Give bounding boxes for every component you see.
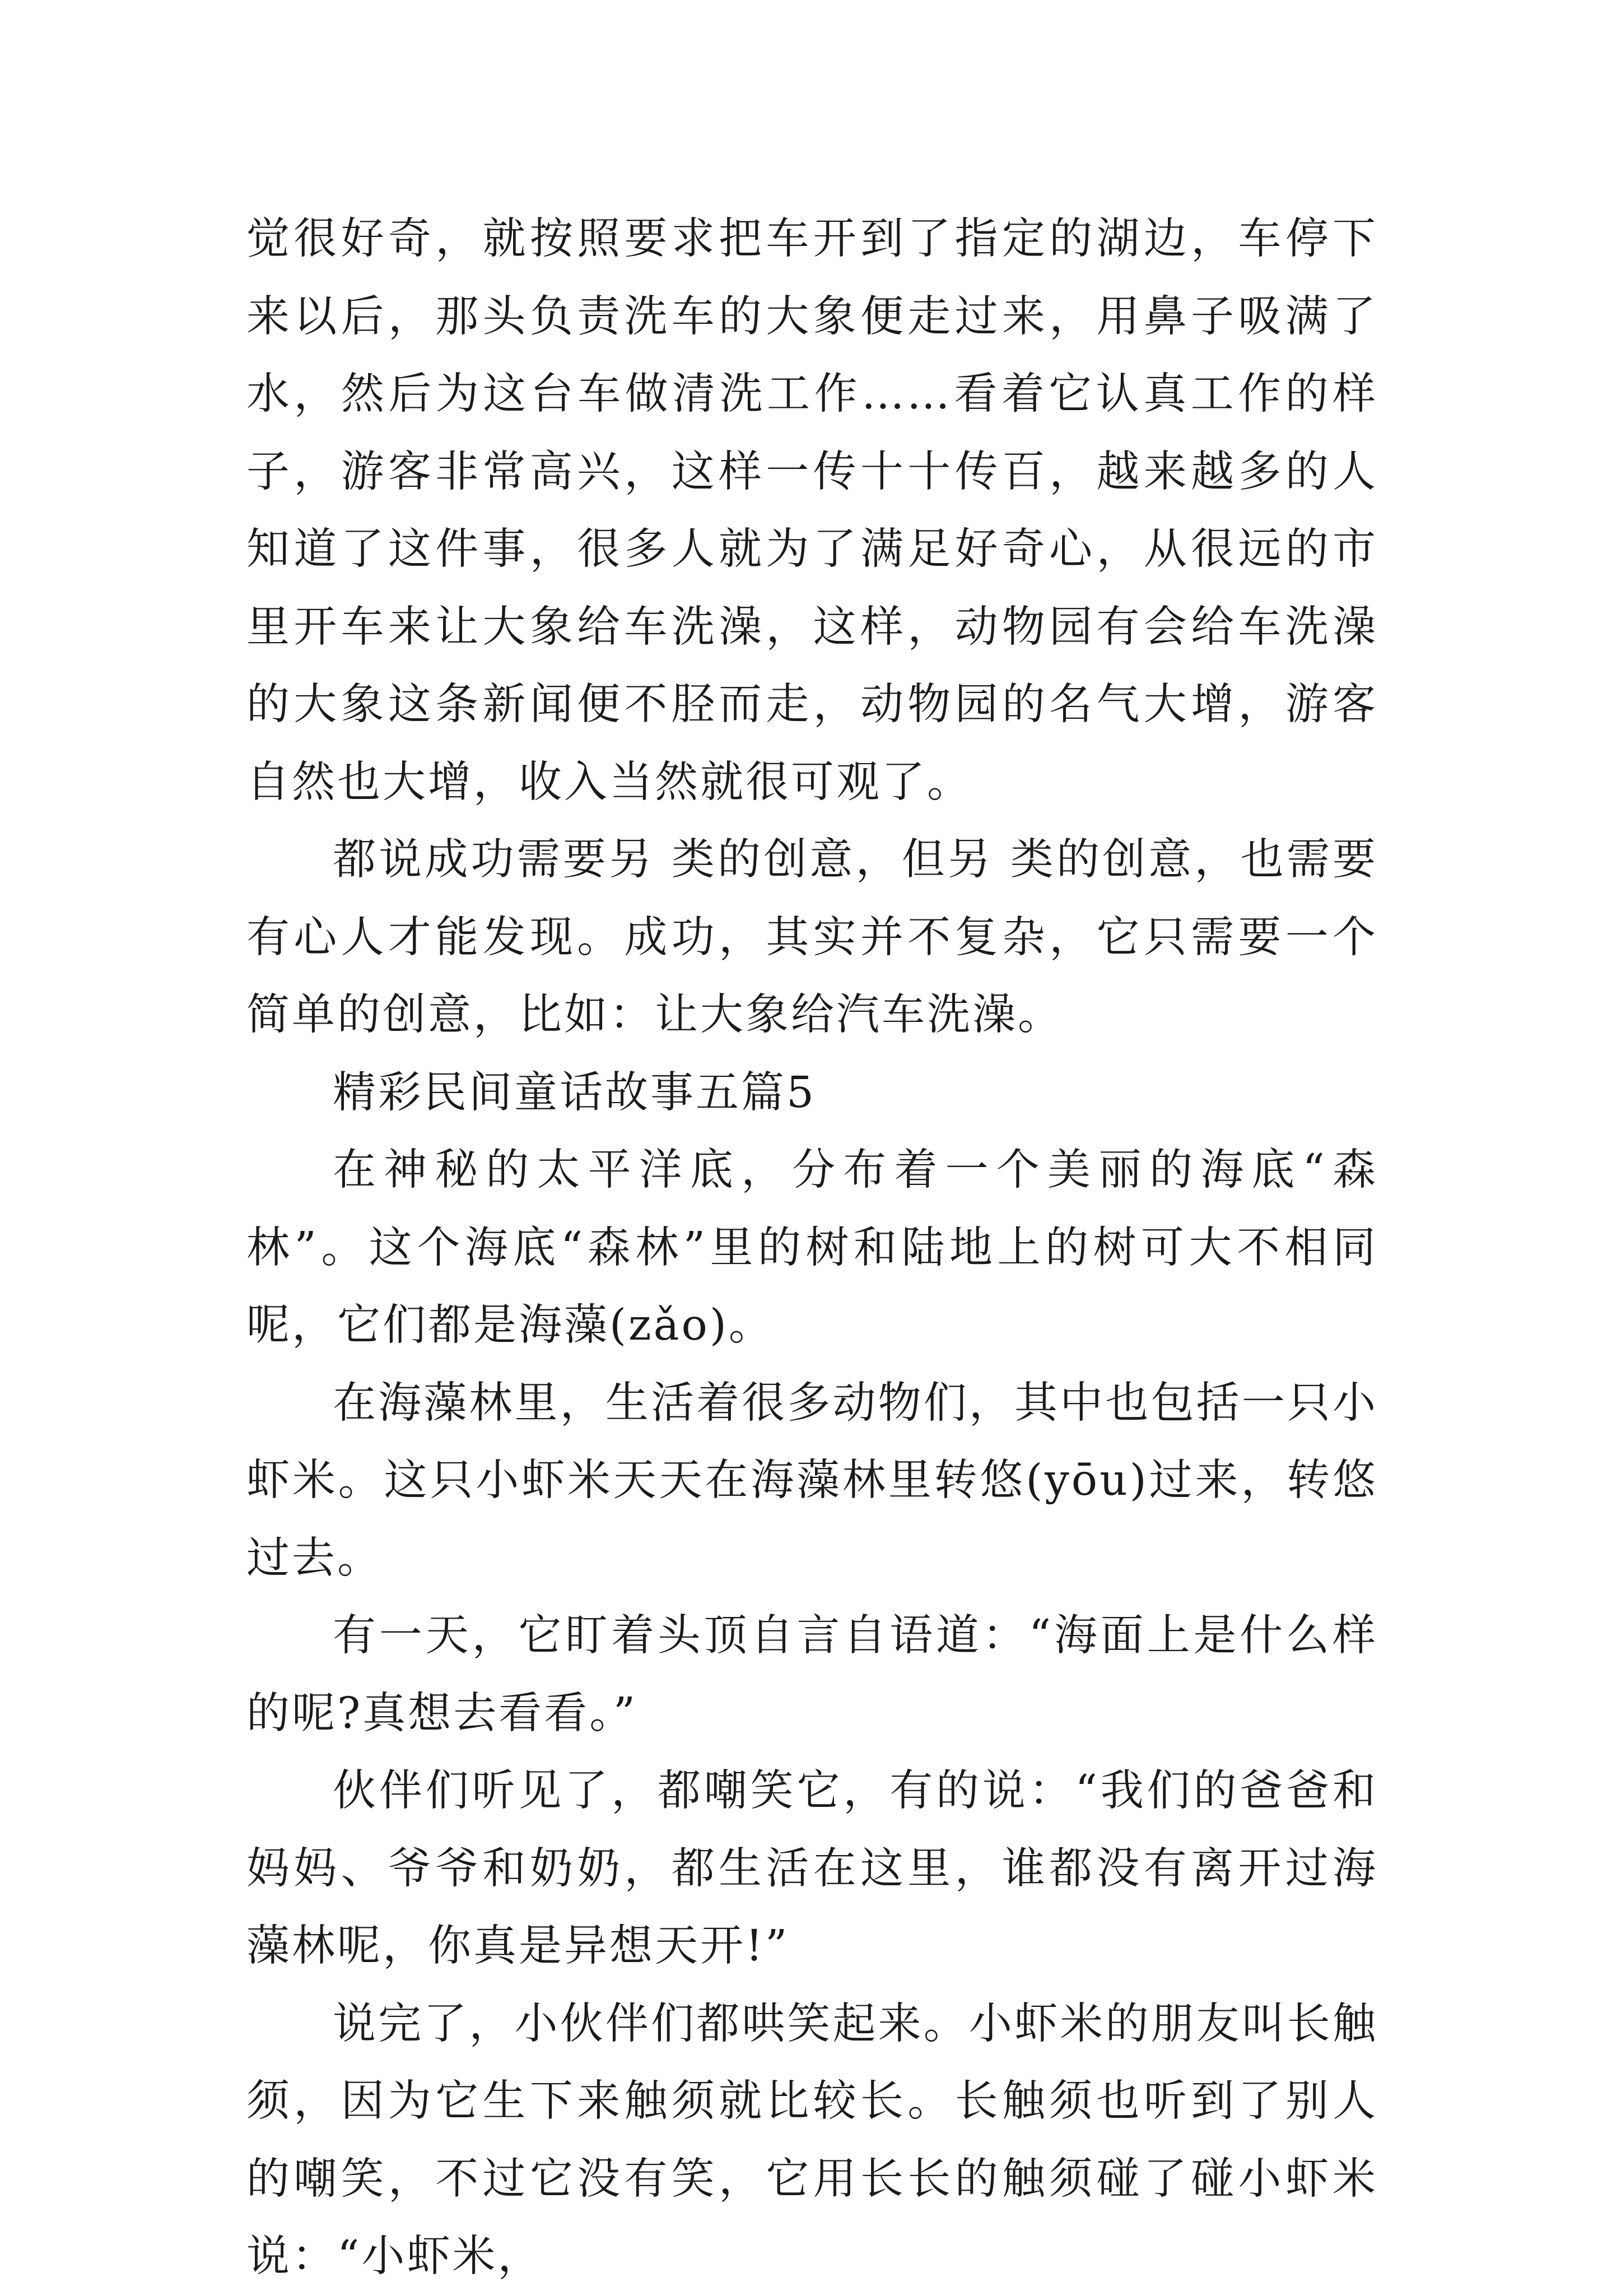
paragraph-success-creativity: 都说成功需要另 类的创意，但另 类的创意，也需要有心人才能发现。成功，其实并不复杂，它只需要一个简单的创意，比如：让大象给汽车洗澡。 (246, 835, 1378, 1040)
paragraph-long-whiskers: 说完了，小伙伴们都哄笑起来。小虾米的朋友叫长触须，因为它生下来触须就比较长。长触须也听到了别人的嘲笑，不过它没有笑，它用长长的触须碰了碰小虾米说：“小虾米， (246, 1998, 1378, 2281)
story-title: 精彩民间童话故事五篇5 (333, 1067, 816, 1118)
paragraph-companions-mock: 伙伴们听见了，都嘲笑它，有的说：“我们的爸爸和妈妈、爷爷和奶奶，都生活在这里，谁都没有离开过海藻林呢，你真是异想天开!” (246, 1766, 1378, 1971)
paragraph-little-shrimp: 在海藻林里，生活着很多动物们，其中也包括一只小虾米。这只小虾米天天在海藻林里转悠(yōu)过来，转悠过去。 (246, 1378, 1378, 1583)
paragraph-one-day: 有一天，它盯着头顶自言自语道：“海面上是什么样的呢?真想去看看。” (246, 1611, 1378, 1739)
document-body (246, 201, 1378, 2296)
paragraph-continuation: 觉很好奇，就按照要求把车开到了指定的湖边，车停下来以后，那头负责洗车的大象便走过来，用鼻子吸满了水，然后为这台车做清洗工作……看着它认真工作的样子，游客非常高兴，这样一传十十传百，越来越多的人知道了这件事，很多人就为了满足好奇心，从很远的市里开车来让大象给车洗澡，这样，动物园有会给车洗澡的大象这条新闻便不胫而走，动物园的名气大增，游客自然也大增，收入当然就很可观了。 (246, 214, 1378, 807)
paragraph-seabed-forest: 在神秘的太平洋底，分布着一个美丽的海底“森林”。这个海底“森林”里的树和陆地上的树可大不相同呢，它们都是海藻(zǎo)。 (246, 1145, 1378, 1350)
